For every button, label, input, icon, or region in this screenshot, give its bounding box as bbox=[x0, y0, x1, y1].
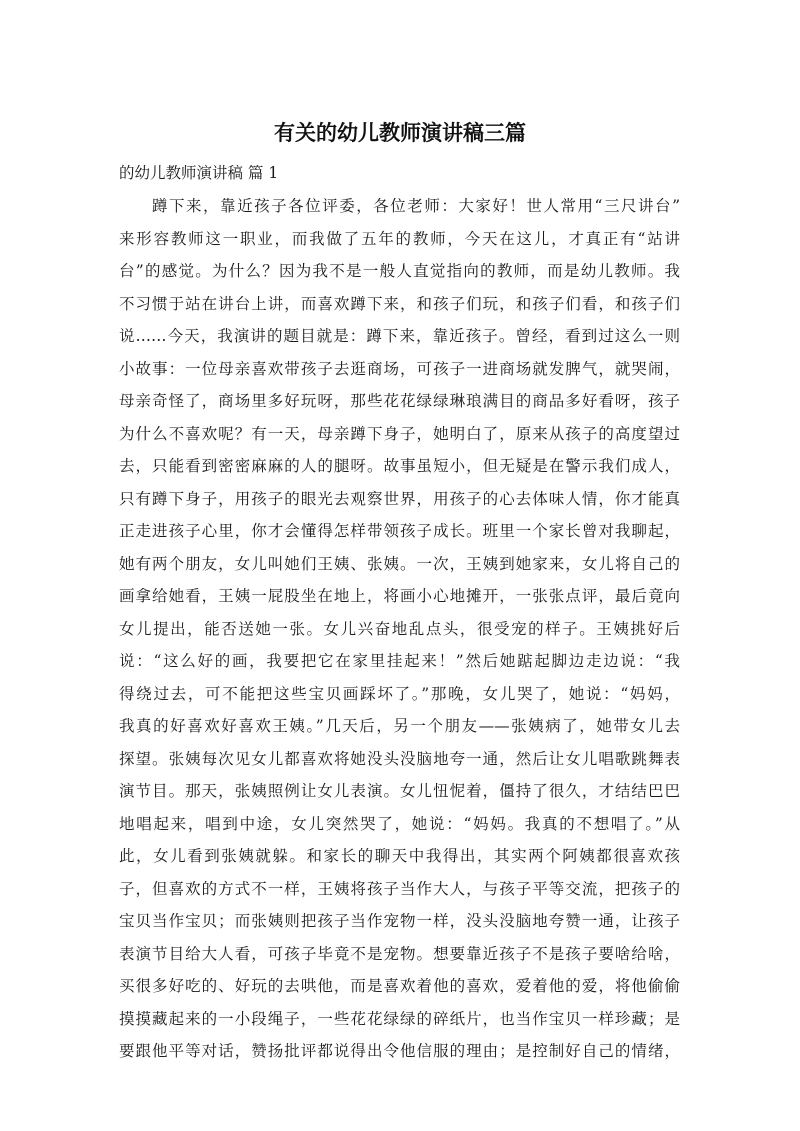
text-line: 她有两个朋友，女儿叫她们王姨、张姨。一次，王姨到她家来，女儿将自己的 bbox=[119, 554, 680, 573]
text-line: 画拿给她看，王姨一屁股坐在地上，将画小心地摊开，一张张点评，最后竟向 bbox=[119, 587, 680, 605]
text-line: 说：“这么好的画，我要把它在家里挂起来！”然后她踮起脚边走边说：“我 bbox=[119, 652, 680, 670]
text-line: 蹲下来，靠近孩子各位评委，各位老师：大家好！世人常用“三尺讲台” bbox=[152, 197, 680, 215]
text-line: 母亲奇怪了，商场里多好玩呀，那些花花绿绿琳琅满目的商品多好看呀，孩子 bbox=[119, 392, 680, 410]
text-line: 说……今天，我演讲的题目就是：蹲下来，靠近孩子。曾经，看到过这么一则 bbox=[119, 327, 680, 345]
text-line: 我真的好喜欢好喜欢王姨。”几天后，另一个朋友——张姨病了，她带女儿去 bbox=[119, 717, 680, 735]
text-line: 正走进孩子心里，你才会懂得怎样带领孩子成长。班里一个家长曾对我聊起， bbox=[119, 522, 680, 540]
text-line: 只有蹲下身子，用孩子的眼光去观察世界，用孩子的心去体味人情，你才能真 bbox=[119, 489, 680, 508]
document-title: 有关的幼儿教师演讲稿三篇 bbox=[274, 121, 526, 145]
text-line: 为什么不喜欢呢？有一天，母亲蹲下身子，她明白了，原来从孩子的高度望过 bbox=[119, 424, 680, 443]
text-line: 不习惯于站在讲台上讲，而喜欢蹲下来，和孩子们玩，和孩子们看，和孩子们 bbox=[119, 294, 680, 313]
text-line: 表演节目给大人看，可孩子毕竟不是宠物。想要靠近孩子不是孩子要啥给啥， bbox=[119, 944, 680, 963]
text-line: 来形容教师这一职业，而我做了五年的教师，今天在这儿，才真正有“站讲 bbox=[119, 229, 680, 248]
text-line: 女儿提出，能否送她一张。女儿兴奋地乱点头，很受宠的样子。王姨挑好后 bbox=[119, 619, 680, 638]
text-line: 演节目。那天，张姨照例让女儿表演。女儿忸怩着，僵持了很久，才结结巴巴 bbox=[119, 782, 680, 800]
text-line: 去，只能看到密密麻麻的人的腿呀。故事虽短小，但无疑是在警示我们成人， bbox=[119, 457, 680, 475]
section-heading: 的幼儿教师演讲稿 篇 1 bbox=[119, 164, 279, 182]
text-line: 此，女儿看到张姨就躲。和家长的聊天中我得出，其实两个阿姨都很喜欢孩 bbox=[119, 847, 680, 865]
text-line: 摸摸藏起来的一小段绳子，一些花花绿绿的碎纸片，也当作宝贝一样珍藏；是 bbox=[119, 1009, 680, 1028]
text-line: 子，但喜欢的方式不一样，王姨将孩子当作大人，与孩子平等交流，把孩子的 bbox=[119, 879, 680, 898]
text-line: 探望。张姨每次见女儿都喜欢将她没头没脑地夸一通，然后让女儿唱歌跳舞表 bbox=[119, 749, 680, 768]
text-line: 地唱起来，唱到中途，女儿突然哭了，她说：“妈妈。我真的不想唱了。”从 bbox=[119, 814, 680, 833]
text-line: 要跟他平等对话，赞扬批评都说得出令他信服的理由；是控制好自己的情绪， bbox=[119, 1042, 680, 1060]
text-line: 得绕过去，可不能把这些宝贝画踩坏了。”那晚，女儿哭了，她说：“妈妈， bbox=[119, 684, 680, 703]
text-line: 小故事：一位母亲喜欢带孩子去逛商场，可孩子一进商场就发脾气，就哭闹， bbox=[119, 359, 680, 378]
body-paragraph bbox=[119, 190, 680, 1068]
text-line: 台”的感觉。为什么？因为我不是一般人直觉指向的教师，而是幼儿教师。我 bbox=[119, 262, 680, 280]
text-line: 宝贝当作宝贝；而张姨则把孩子当作宠物一样，没头没脑地夸赞一通，让孩子 bbox=[119, 912, 680, 930]
text-line: 买很多好吃的、好玩的去哄他，而是喜欢着他的喜欢，爱着他的爱，将他偷偷 bbox=[119, 977, 680, 995]
